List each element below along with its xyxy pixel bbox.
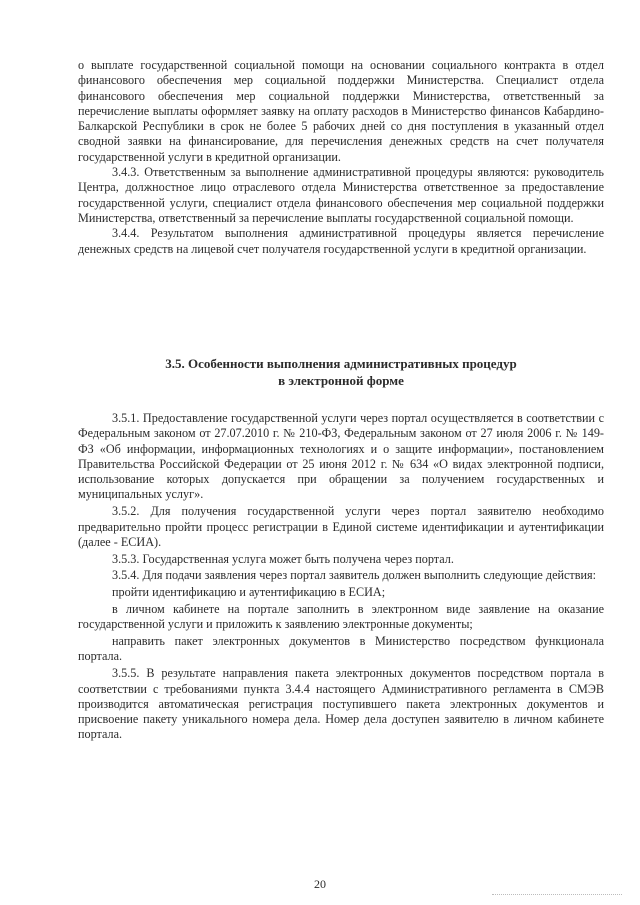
- section-3-4-continuation: [78, 58, 604, 257]
- paragraph-3-5-2: 3.5.2. Для получения государственной услуги через портал заявителю необходимо предварительно пройти процесс регистрации в Единой системе идентификации и аутентификации (далее - ЕСИА).: [78, 504, 604, 549]
- section-3-5-body: [78, 411, 604, 744]
- list-item-identification: пройти идентификацию и аутентификацию в ЕСИА;: [112, 585, 386, 600]
- heading-line-1: 3.5. Особенности выполнения административных процедур: [165, 356, 517, 371]
- page-number: 20: [314, 877, 326, 891]
- paragraph-3-5-5: 3.5.5. В результате направления пакета электронных документов посредством портала в соответствии с требованиями пункта 3.4.4 настоящего Административного регламента в СМЭВ производится автоматическая регистрация поступившего пакета электронных документов и присвоение пакету уникального номера дела. Номер дела доступен заявителю в личном кабинете портала.: [78, 666, 604, 742]
- scan-artifact-dots: [492, 894, 622, 901]
- paragraph-3-5-3: 3.5.3. Государственная услуга может быть получена через портал.: [112, 551, 454, 566]
- paragraph-3-5-1: 3.5.1. Предоставление государственной услуги через портал осуществляется в соответствии с Федеральным законом от 27.07.2010 г. № 210-ФЗ, Федеральным законом от 27 июля 2006 г. № 149-ФЗ «Об информации, информационных технологиях и о защите информации», постановлением Правительства Российской Федерации от 25 июня 2012 г. № 634 «О видах электронной подписи, использование которых допускается при обращении за получением государственных и муниципальных услуг».: [78, 411, 604, 502]
- paragraph-3-4-3: 3.4.3. Ответственным за выполнение административной процедуры являются: руководитель Центра, должностное лицо отраслевого отдела Министерства ответственное за предоставление государственной услуги, специалист отдела финансового обеспечения мер социальной поддержки Министерства, ответственный за перечисление выплаты государственной социальной помощи.: [78, 165, 604, 225]
- list-item-send-package: направить пакет электронных документов в Министерство посредством функционала портала.: [78, 634, 604, 664]
- paragraph-3-5-4: 3.5.4. Для подачи заявления через портал заявитель должен выполнить следующие действия:: [112, 568, 597, 583]
- list-item-fill-application: в личном кабинете на портале заполнить в электронном виде заявление на оказание государственной услуги и приложить к заявлению электронные документы;: [78, 602, 604, 632]
- paragraph-3-4-4: 3.4.4. Результатом выполнения административной процедуры является перечисление денежных средств на лицевой счет получателя государственной услуги в кредитной организации.: [78, 226, 604, 256]
- paragraph-payment-order: о выплате государственной социальной помощи на основании социального контракта в отдел финансового обеспечения мер социальной поддержки Министерства. Специалист отдела финансового обеспечения мер социальной поддержки Министерства, ответственный за перечисление выплаты оформляет заявку на оплату расходов в Министерство финансов Кабардино-Балкарской Республики в срок не более 5 рабочих дней со дня поступления в указанный отдел сводной заявки на финансирование, для перечисления денежных средств на счет получателя государственной услуги в кредитной организации.: [78, 58, 604, 164]
- section-heading-3-5: [78, 355, 604, 389]
- heading-line-2: в электронной форме: [278, 373, 404, 388]
